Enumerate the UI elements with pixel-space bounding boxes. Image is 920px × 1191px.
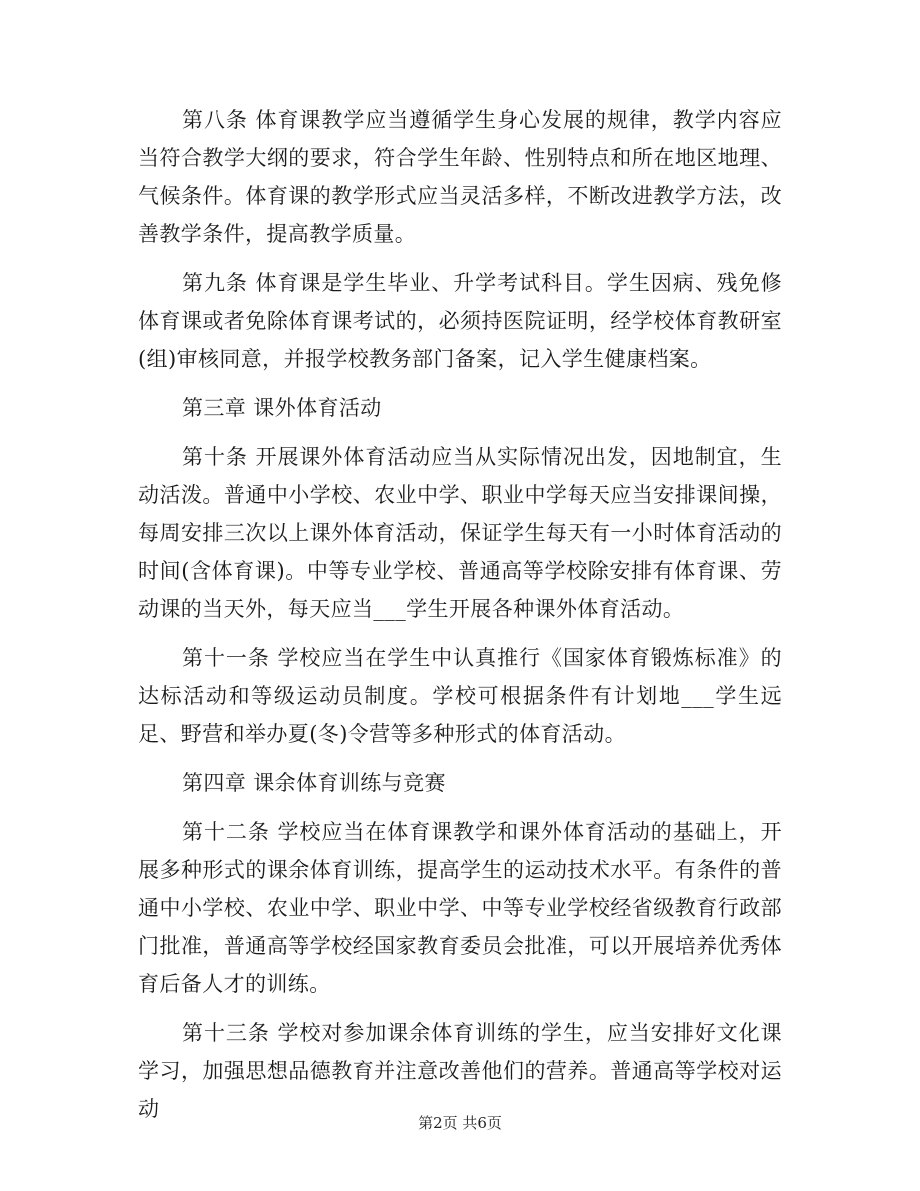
article-12-paragraph: 第十二条 学校应当在体育课教学和课外体育活动的基础上，开展多种形式的课余体育训练，提高学生的运动技术水平。有条件的普通中小学校、农业中学、职业中学、中等专业学校经省级教育行政部门批准，普通高等学校经国家教育委员会批准，可以开展培养优秀体育后备人才的训练。 — [138, 820, 782, 996]
article-13-paragraph: 第十三条 学校对参加课余体育训练的学生，应当安排好文化课学习，加强思想品德教育并注意改善他们的营养。普通高等学校对运动 — [138, 1021, 782, 1121]
article-10-paragraph: 第十条 开展课外体育活动应当从实际情况出发，因地制宜，生动活泼。普通中小学校、农业中学、职业中学每天应当安排课间操，每周安排三次以上课外体育活动，保证学生每天有一小时体育活动的时间(含体育课)。中等专业学校、普通高等学校除安排有体育课、劳动课的当天外，每天应当___学生开展各种课外体育活动。 — [138, 445, 782, 621]
article-9-paragraph: 第九条 体育课是学生毕业、升学考试科目。学生因病、残免修体育课或者免除体育课考试的，必须持医院证明，经学校体育教研室(组)审核同意，并报学校教务部门备案，记入学生健康档案。 — [138, 271, 782, 371]
article-8-paragraph: 第八条 体育课教学应当遵循学生身心发展的规律，教学内容应当符合教学大纲的要求，符合学生年龄、性别特点和所在地区地理、气候条件。体育课的教学形式应当灵活多样，不断改进教学方法，改善教学条件，提高教学质量。 — [138, 108, 782, 246]
article-11-paragraph: 第十一条 学校应当在学生中认真推行《国家体育锻炼标准》的达标活动和等级运动员制度。学校可根据条件有计划地___学生远足、野营和举办夏(冬)令营等多种形式的体育活动。 — [138, 646, 782, 746]
chapter-3-heading: 第三章 课外体育活动 — [182, 396, 382, 420]
document-body — [138, 101, 782, 1139]
chapter-4-heading: 第四章 课余体育训练与竞赛 — [182, 771, 446, 795]
page-number-footer: 第2页 共6页 — [418, 1114, 502, 1132]
